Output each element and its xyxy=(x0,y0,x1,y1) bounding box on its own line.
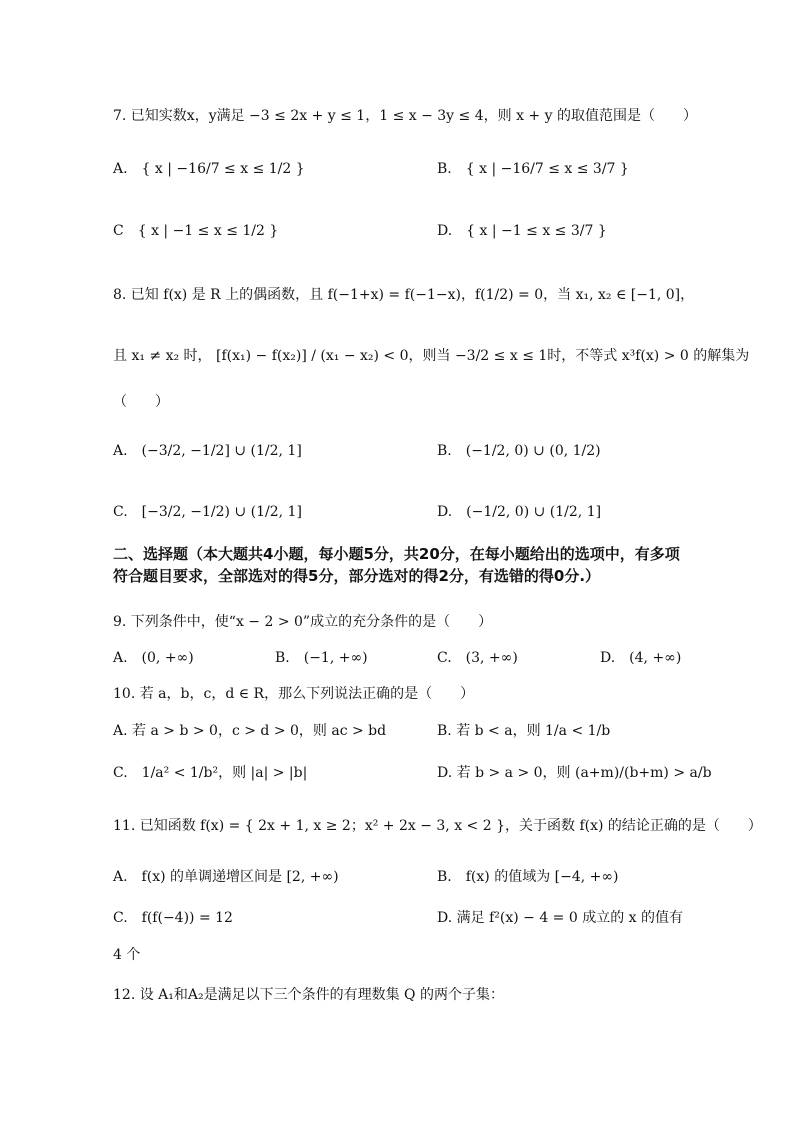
section-2-heading: 二、选择题（本大题共4小题，每小题5分，共20分，在每小题给出的选项中，有多项符合题目要求，全部选对的得5分，部分选对的得2分，有选错的得0分.） xyxy=(113,545,680,585)
q11-option-d-continued: 4 个 xyxy=(113,947,141,963)
q11-option-b: B. f(x) 的值域为 [−4, +∞) xyxy=(437,869,619,885)
q7-option-c: C { x | −1 ≤ x ≤ 1/2 } xyxy=(113,223,279,239)
q9-stem: 9. 下列条件中，使“x − 2 > 0”成立的充分条件的是（ ） xyxy=(113,614,493,630)
q8-option-a: A. (−3/2, −1/2] ∪ (1/2, 1] xyxy=(113,443,302,459)
q9-option-d: D. (4, +∞) xyxy=(600,650,682,666)
q8-option-c: C. [−3/2, −1/2) ∪ (1/2, 1] xyxy=(113,504,302,520)
q10-option-a: A. 若 a > b > 0，c > d > 0，则 ac > bd xyxy=(113,723,387,739)
q9-option-c: C. (3, +∞) xyxy=(437,650,518,666)
q11-option-c: C. f(f(−4)) = 12 xyxy=(113,910,233,926)
q7-option-d: D. { x | −1 ≤ x ≤ 3/7 } xyxy=(437,223,607,239)
q11-stem: 11. 已知函数 f(x) = { 2x + 1, x ≥ 2；x² + 2x − 3, x < 2 }，关于函数 f(x) 的结论正确的是（ ） xyxy=(113,818,762,834)
q11-option-a: A. f(x) 的单调递增区间是 [2, +∞) xyxy=(113,869,339,885)
q10-option-c: C. 1/a² < 1/b²，则 |a| > |b| xyxy=(113,765,308,781)
q10-option-d: D. 若 b > a > 0，则 (a+m)/(b+m) > a/b xyxy=(437,765,712,781)
q10-stem: 10. 若 a，b，c，d ∈ R，那么下列说法正确的是（ ） xyxy=(113,686,475,702)
q9-option-a: A. (0, +∞) xyxy=(113,650,194,666)
q9-option-b: B. (−1, +∞) xyxy=(275,650,368,666)
q8-option-b: B. (−1/2, 0) ∪ (0, 1/2) xyxy=(437,443,601,459)
q12-stem: 12. 设 A₁和A₂是满足以下三个条件的有理数集 Q 的两个子集： xyxy=(113,987,504,1003)
q10-option-b: B. 若 b < a，则 1/a < 1/b xyxy=(437,723,611,739)
q11-option-d: D. 满足 f²(x) − 4 = 0 成立的 x 的值有 xyxy=(437,910,684,926)
q8-stem-line1: 8. 已知 f(x) 是 R 上的偶函数，且 f(−1+x) = f(−1−x)，f(1/2) = 0，当 x₁, x₂ ∈ [−1, 0]， xyxy=(113,287,695,303)
q8-stem-line2: 且 x₁ ≠ x₂ 时， [f(x₁) − f(x₂)] / (x₁ − x₂) < 0，则当 −3/2 ≤ x ≤ 1时，不等式 x³f(x) > 0 的解集为 xyxy=(113,348,750,364)
q8-stem-line3: （ ） xyxy=(113,394,169,410)
q7-option-b: B. { x | −16/7 ≤ x ≤ 3/7 } xyxy=(437,161,629,177)
q7-stem: 7. 已知实数x，y满足 −3 ≤ 2x + y ≤ 1，1 ≤ x − 3y ≤ 4，则 x + y 的取值范围是（ ） xyxy=(113,108,697,124)
q8-option-d: D. (−1/2, 0) ∪ (1/2, 1] xyxy=(437,504,602,520)
q7-option-a: A. { x | −16/7 ≤ x ≤ 1/2 } xyxy=(113,161,305,177)
